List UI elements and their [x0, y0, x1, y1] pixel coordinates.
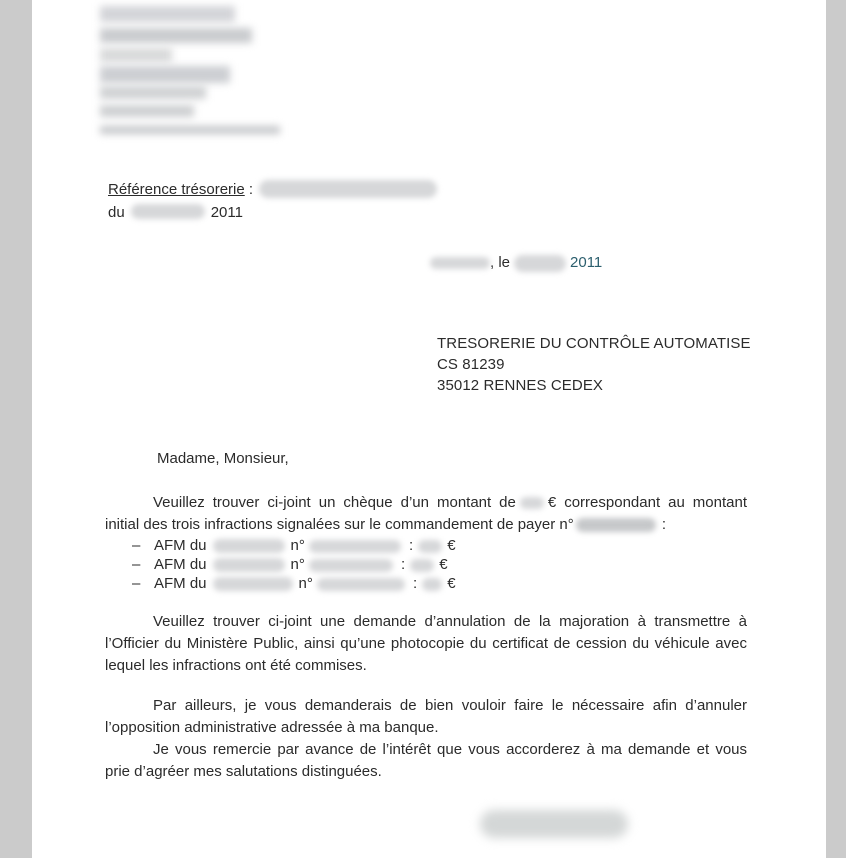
redacted-cheque-amount — [520, 497, 544, 509]
afm-num-prefix: n° — [290, 556, 305, 573]
afm-num-prefix: n° — [298, 575, 313, 592]
letter-page — [32, 0, 826, 858]
paragraph1-part2: correspondant au montant initial des trois infractions signalées sur le commandement de payer n° — [105, 494, 747, 533]
reference-label: Référence trésorerie — [108, 181, 245, 198]
place-date-line — [430, 254, 602, 272]
redacted-date — [514, 255, 566, 272]
redacted-afm-date — [213, 577, 293, 591]
afm-list-item — [105, 574, 747, 593]
redacted-afm-amount — [418, 540, 442, 553]
redacted-afm-date — [213, 558, 285, 572]
dateline-le: , le — [490, 254, 511, 271]
letter-body — [105, 448, 747, 783]
redacted-reference-date — [131, 204, 205, 219]
paragraph1-part1: Veuillez trouver ci-joint un chèque d’un montant de — [153, 494, 516, 511]
recipient-name: TRESORERIE DU CONTRÔLE AUTOMATISE — [437, 335, 751, 352]
redacted-afm-number — [317, 578, 405, 591]
paragraph1-euro: € — [547, 494, 557, 511]
reference-date-prefix: du — [108, 204, 125, 221]
sender-address-block — [100, 6, 280, 134]
reference-line — [108, 178, 437, 201]
redacted-sender-line — [100, 28, 252, 43]
recipient-city: 35012 RENNES CEDEX — [437, 377, 604, 394]
redacted-sender-name — [100, 6, 235, 22]
treasury-reference-block — [108, 178, 437, 224]
afm-num-prefix: n° — [290, 537, 305, 554]
redacted-city — [430, 257, 490, 269]
list-dash: – — [132, 556, 141, 573]
redacted-afm-amount — [422, 578, 442, 591]
redacted-afm-number — [309, 559, 393, 572]
redacted-sender-line — [100, 48, 172, 62]
redacted-sender-line — [100, 66, 230, 83]
reference-date-year: 2011 — [210, 204, 243, 221]
salutation: Madame, Monsieur, — [157, 450, 289, 467]
redacted-afm-amount — [410, 559, 434, 572]
list-dash: – — [132, 537, 141, 554]
afm-infraction-list — [105, 536, 747, 593]
recipient-po-box: CS 81239 — [437, 356, 505, 373]
afm-list-item — [105, 555, 747, 574]
afm-label: AFM du — [154, 556, 207, 573]
redacted-sender-line — [100, 105, 194, 117]
afm-label: AFM du — [154, 575, 207, 592]
afm-euro: € — [447, 575, 456, 592]
redacted-signature — [480, 810, 628, 838]
reference-separator: : — [244, 181, 254, 198]
list-dash: – — [132, 575, 141, 592]
redacted-payment-order-number — [576, 518, 656, 532]
afm-label: AFM du — [154, 537, 207, 554]
afm-list-item — [105, 536, 747, 555]
redacted-afm-number — [309, 540, 401, 553]
redacted-reference-number — [259, 180, 437, 198]
afm-euro: € — [447, 537, 456, 554]
redacted-afm-date — [213, 539, 285, 553]
afm-colon: : — [409, 537, 414, 554]
paragraph-opposition: Par ailleurs, je vous demanderais de bien vouloir faire le nécessaire afin d’annuler l’opposition administrative adressée à ma banque. — [105, 697, 747, 736]
paragraph-annulation: Veuillez trouver ci-joint une demande d’annulation de la majoration à transmettre à l’Officier du Ministère Public, ainsi qu’une photocopie du certificat de cession du véhicule avec lequel les infractions ont été commises. — [105, 613, 747, 674]
afm-colon: : — [401, 556, 406, 573]
paragraph-cheque — [105, 492, 747, 536]
afm-colon: : — [413, 575, 418, 592]
afm-euro: € — [439, 556, 448, 573]
redacted-sender-line — [100, 126, 280, 134]
paragraph1-part3: : — [657, 516, 667, 533]
redacted-sender-line — [100, 86, 206, 99]
recipient-address-block — [437, 333, 751, 396]
dateline-year: 2011 — [570, 254, 603, 271]
reference-date-line — [108, 201, 437, 224]
paragraph-remerciement: Je vous remercie par avance de l’intérêt que vous accorderez à ma demande et vous prie d’agréer mes salutations distinguées. — [105, 741, 747, 780]
